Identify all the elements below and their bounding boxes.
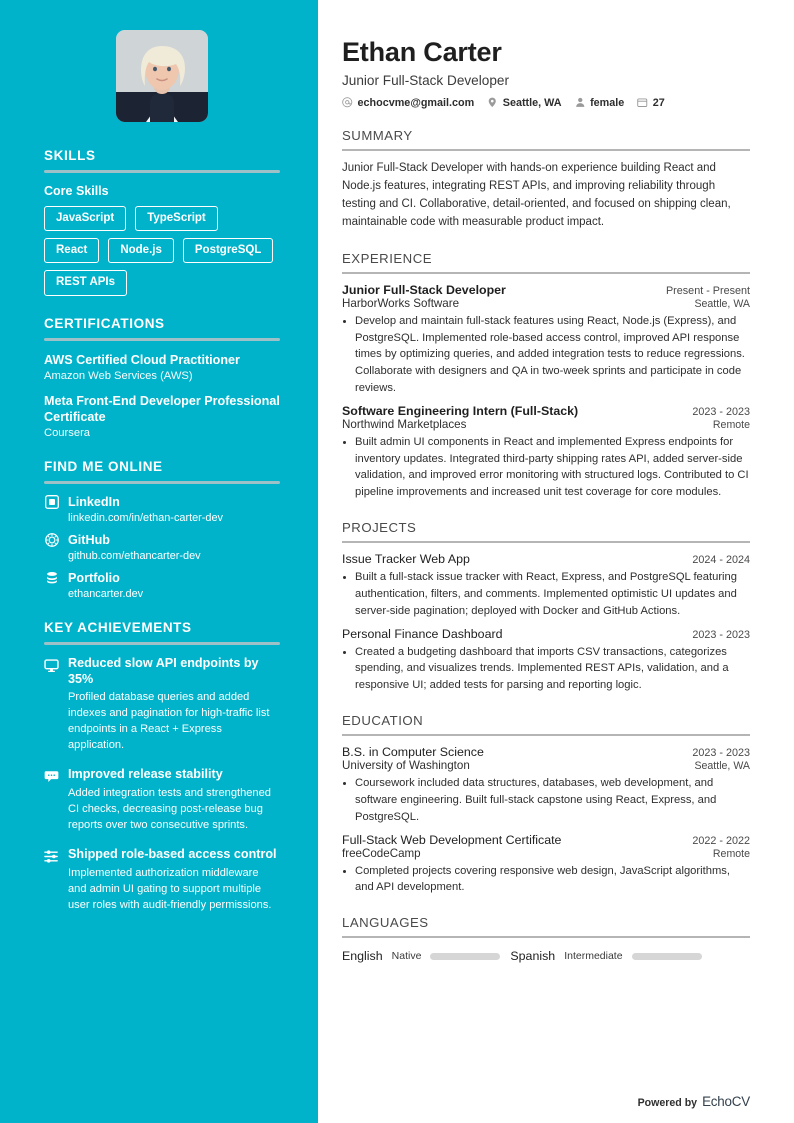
- social-link-github[interactable]: [44, 533, 280, 562]
- education-degree: Full-Stack Web Development Certificate: [342, 832, 562, 847]
- language-item-spanish: [510, 949, 701, 963]
- experience-title: Junior Full-Stack Developer: [342, 282, 506, 297]
- sliders-icon: [44, 849, 59, 864]
- skill-chip: TypeScript: [135, 206, 218, 231]
- experience-entry: [342, 283, 750, 397]
- education-bullets: [342, 775, 750, 825]
- section-experience: [342, 251, 750, 501]
- certification-name: AWS Certified Cloud Practitioner: [44, 352, 240, 367]
- summary-heading: SUMMARY: [342, 127, 413, 143]
- language-item-english: [342, 949, 500, 963]
- education-location: Remote: [712, 847, 750, 860]
- social-link-url: github.com/ethancarter-dev: [68, 549, 201, 562]
- contact-email: [342, 97, 474, 109]
- experience-title: Software Engineering Intern (Full-Stack): [342, 403, 579, 418]
- achievement-title: Reduced slow API endpoints by 35%: [68, 655, 259, 686]
- project-bullets: [342, 569, 750, 619]
- bullet-item: • Built admin UI components in React and implemented Express endpoints for inventory updates. Integrated third-party shipping rates API, added server-side validation, and improved error monitoring with structured logs. Contributed to CI pipeline improvements and increased unit test coverage for core modules.: [355, 434, 750, 501]
- certifications-divider: [44, 338, 280, 341]
- sidebar-section-certifications: [44, 316, 280, 439]
- section-projects: [342, 520, 750, 694]
- bullet-item: • Coursework included data structures, databases, web development, and software engineering. Built full-stack capstone using React, Express, and PostgreSQL.: [355, 775, 750, 825]
- skills-heading: SKILLS: [44, 148, 96, 163]
- footer: [638, 1094, 750, 1109]
- project-entry: [342, 552, 750, 619]
- contact-value: female: [590, 96, 625, 109]
- achievement-description: Profiled database queries and added indexes and pagination for high-traffic list endpoints in a React + Express application.: [68, 691, 270, 752]
- contact-value: Seattle, WA: [502, 96, 562, 109]
- resume-header: [342, 38, 750, 109]
- education-school: freeCodeCamp: [342, 846, 421, 860]
- contact-gender: [575, 97, 625, 109]
- skill-chip-list: [44, 206, 280, 296]
- education-bullets: [342, 863, 750, 897]
- experience-company: HarborWorks Software: [342, 296, 460, 310]
- certification-item: [44, 352, 280, 382]
- social-link-url: linkedin.com/in/ethan-carter-dev: [68, 511, 223, 524]
- certification-item: [44, 393, 280, 439]
- experience-location: Seattle, WA: [694, 297, 750, 310]
- bullet-item: • Develop and maintain full-stack features using React, Node.js (Express), and PostgreSQL. Implemented role-based access control, improved API response times by optimizing queries, and added integration tests to reduce regressions. Collaborate with designers and QA in two-week sprints and participate in code reviews.: [355, 313, 750, 397]
- page-title: Ethan Carter: [342, 37, 502, 67]
- sidebar: [0, 0, 318, 1123]
- linkedin-icon: [44, 495, 59, 510]
- project-date: 2023 - 2023: [692, 628, 750, 641]
- achievement-title: Improved release stability: [68, 767, 223, 782]
- experience-date: Present - Present: [665, 284, 750, 297]
- education-school: University of Washington: [342, 759, 470, 773]
- education-location: Seattle, WA: [694, 760, 750, 773]
- powered-by-label: Powered by: [637, 1097, 698, 1109]
- profile-photo-wrap: [44, 30, 280, 122]
- contact-list: [342, 97, 750, 109]
- profile-photo: [116, 30, 208, 122]
- languages-heading: LANGUAGES: [342, 915, 429, 931]
- key-achievements-heading: KEY ACHIEVEMENTS: [44, 619, 192, 635]
- project-bullets: [342, 644, 750, 694]
- education-degree: B.S. in Computer Science: [342, 745, 484, 760]
- achievement-item: [44, 847, 280, 914]
- language-level: Intermediate: [564, 950, 623, 963]
- skill-chip: PostgreSQL: [183, 238, 273, 263]
- education-date: 2023 - 2023: [692, 747, 750, 760]
- skill-chip: Node.js: [108, 238, 174, 263]
- sidebar-section-key-achievements: [44, 620, 280, 914]
- bullet-item: • Created a budgeting dashboard that imports CSV transactions, categorizes spending, and visualizes trends. Implemented REST APIs, validation, and a responsive UI; added tests for parsing and reporting logic.: [355, 644, 750, 694]
- brand-name: EchoCV: [702, 1094, 750, 1109]
- skill-chip: REST APIs: [44, 270, 127, 295]
- experience-divider: [342, 272, 750, 274]
- skills-divider: [44, 170, 280, 173]
- github-icon: [44, 533, 59, 548]
- bullet-item: • Completed projects covering responsive web design, JavaScript algorithms, and API development.: [355, 863, 750, 897]
- contact-value: 27: [652, 96, 665, 109]
- experience-bullets: [342, 313, 750, 397]
- project-date: 2024 - 2024: [692, 554, 750, 567]
- social-link-linkedin[interactable]: [44, 495, 280, 524]
- contact-value: echocvme@gmail.com: [357, 96, 475, 109]
- key-achievements-divider: [44, 642, 280, 645]
- language-level: Native: [391, 950, 422, 963]
- social-link-label: LinkedIn: [68, 495, 120, 510]
- skills-group-title: Core Skills: [44, 184, 109, 198]
- chat-bubble-icon: [44, 769, 59, 784]
- calendar-icon: [637, 97, 648, 108]
- language-proficiency-bar: [632, 953, 702, 960]
- experience-entry: [342, 404, 750, 501]
- person-icon: [575, 97, 586, 108]
- certification-name: Meta Front-End Developer Professional Certificate: [44, 393, 280, 424]
- projects-divider: [342, 541, 750, 543]
- email-icon: [342, 97, 353, 108]
- project-entry: [342, 627, 750, 694]
- language-name: Spanish: [510, 949, 556, 964]
- find-me-online-divider: [44, 481, 280, 484]
- achievement-description: Implemented authorization middleware and admin UI gating to support multiple user roles with audit-friendly permissions.: [68, 866, 272, 911]
- language-list: [342, 947, 750, 963]
- main-content: [318, 0, 794, 1123]
- find-me-online-heading: FIND ME ONLINE: [44, 458, 163, 474]
- social-link-label: GitHub: [68, 533, 110, 548]
- experience-heading: EXPERIENCE: [342, 250, 433, 266]
- social-link-label: Portfolio: [68, 571, 120, 586]
- education-entry: [342, 833, 750, 897]
- project-title: Issue Tracker Web App: [342, 552, 470, 567]
- bullet-item: • Built a full-stack issue tracker with React, Express, and PostgreSQL featuring authentication, filters, and comments. Implemented optimistic UI updates and server-side pagination; deployed with Docker and GitHub Actions.: [355, 569, 750, 619]
- experience-location: Remote: [712, 418, 750, 431]
- achievement-item: [44, 656, 280, 754]
- social-link-url: ethancarter.dev: [68, 587, 144, 600]
- sidebar-section-find-me-online: [44, 459, 280, 600]
- certification-org: Coursera: [44, 426, 91, 439]
- skill-chip: JavaScript: [44, 206, 126, 231]
- experience-bullets: [342, 434, 750, 501]
- contact-age: [637, 97, 665, 109]
- projects-heading: PROJECTS: [342, 519, 417, 535]
- experience-date: 2023 - 2023: [692, 405, 750, 418]
- sidebar-section-skills: [44, 148, 280, 296]
- education-entry: [342, 745, 750, 825]
- achievement-title: Shipped role-based access control: [68, 846, 277, 861]
- summary-divider: [342, 149, 750, 151]
- section-languages: [342, 915, 750, 963]
- section-summary: [342, 128, 750, 232]
- contact-location: [487, 97, 561, 109]
- education-divider: [342, 734, 750, 736]
- job-role-subtitle: Junior Full-Stack Developer: [342, 72, 509, 88]
- languages-divider: [342, 936, 750, 938]
- location-pin-icon: [487, 97, 498, 108]
- social-link-portfolio[interactable]: [44, 571, 280, 600]
- achievement-item: [44, 767, 280, 834]
- language-name: English: [342, 949, 383, 964]
- certifications-heading: CERTIFICATIONS: [44, 315, 165, 331]
- language-proficiency-bar: [430, 953, 500, 960]
- education-date: 2022 - 2022: [692, 834, 750, 847]
- monitor-icon: [44, 658, 59, 673]
- experience-company: Northwind Marketplaces: [342, 417, 467, 431]
- achievement-description: Added integration tests and strengthened CI checks, decreasing post-release bug reports over two consecutive sprints.: [68, 787, 271, 831]
- project-title: Personal Finance Dashboard: [342, 626, 503, 641]
- section-education: [342, 713, 750, 896]
- certification-org: Amazon Web Services (AWS): [44, 369, 193, 382]
- summary-text: Junior Full-Stack Developer with hands-on experience building React and Node.js features, integrating REST APIs, and improving reliability through testing and CI. Collaborative, detail-oriented, and focused on shipping clean, maintainable code with measurable product impact.: [342, 161, 731, 228]
- education-heading: EDUCATION: [342, 712, 424, 728]
- portfolio-database-icon: [44, 571, 59, 586]
- skill-chip: React: [44, 238, 99, 263]
